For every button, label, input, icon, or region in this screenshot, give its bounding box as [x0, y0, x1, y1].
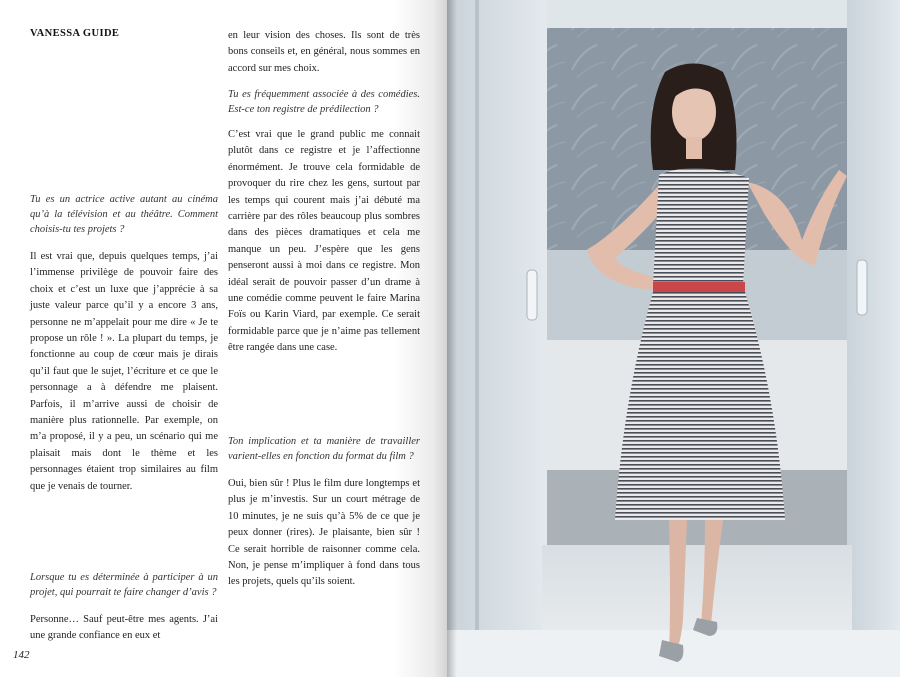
- left-page: [0, 0, 447, 677]
- answer-1: Il est vrai que, depuis quelques temps, j’ai l’immense privilège de pouvoir faire des choix et c’est un luxe que j’apprécie à sa juste valeur parce qu’il y a encore 3 ans, personne ne m’appelait pour me dire « Je te propose un rôle ! ». La plupart du temps, je fonctionne au coup de cœur mais je dirais qu’il faut que le sujet, l’écriture et ce que le personnage a à défendre me plaisent. Parfois, il m’arrive aussi de choisir de manière plus rationnelle. Par exemple, on m’a proposé, il y a peu, un scénario qui me plaisait mais dont le thème et les personnages étaient trop similaires au film que je venais de tourner.: [30, 251, 218, 492]
- answer-4: Oui, bien sûr ! Plus le film dure longtemps et plus je m’investis. Sur un court métrage de 10 minutes, je ne suis qu’à 5% de ce que je peux donner (rires). Je plaisante, bien sûr ! Ce serait horrible de raisonner comme cela. Non, je pense m’impliquer à fond dans tous les projets, quels qu’ils soient.: [228, 478, 420, 588]
- spine-shadow: [447, 0, 457, 677]
- question-4: Ton implication et ta manière de travailler varient-elles en fonction du format du film ?: [228, 436, 420, 462]
- answer-2: Personne… Sauf peut-être mes agents. J’ai une grande confiance en eux et: [30, 614, 218, 642]
- question-2: Lorsque tu es déterminée à participer à un projet, qui pourrait te faire changer d’avis ?: [30, 572, 218, 598]
- page-header: VANESSA GUIDE: [30, 28, 120, 39]
- portrait-photo: [447, 0, 900, 677]
- question-3: Tu es fréquemment associée à des comédies. Est-ce ton registre de prédilection ?: [228, 89, 420, 115]
- portrait-illustration: [447, 0, 900, 677]
- question-1: Tu es un actrice active autant au cinéma qu’à la télévision et au théâtre. Comment choisis-tu tes projets ?: [30, 194, 218, 235]
- answer-3: C’est vrai que le grand public me connait plutôt dans ce registre et je l’affectionne énormément. Je trouve cela formidable de provoquer du rire chez les gens, surtout par les temps qui courent mais j’ai débuté ma carrière par des rôles beaucoup plus sombres dans des pièces dramatiques et cela me manque un peu. J’espère que les gens penseront aussi à moi dans ce registre. Mon idéal serait de pouvoir passer d’un drame à une comédie comme peuvent le faire Marina Foïs ou Karin Viard, par exemple. Ce serait formidable parce que je n’aime pas tellement être rangée dans une case.: [228, 129, 420, 354]
- page-number: 142: [13, 649, 30, 661]
- answer-2-continued: en leur vision des choses. Ils sont de très bons conseils et, en général, nous sommes en accord sur mes choix.: [228, 30, 420, 74]
